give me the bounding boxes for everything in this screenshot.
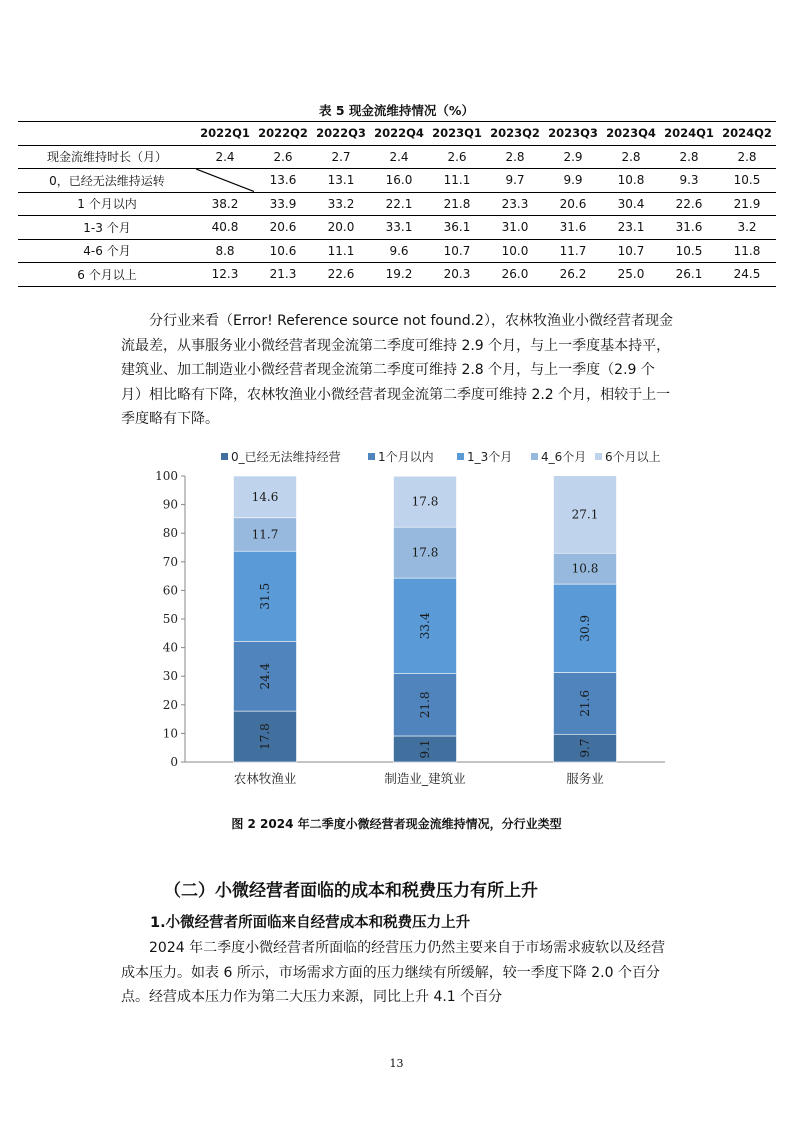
row-label: 1-3 个月	[18, 216, 196, 240]
table-cell: 11.8	[718, 239, 776, 263]
y-tick-label: 100	[155, 469, 178, 483]
table-cell: 2.8	[602, 145, 660, 169]
table-cell: 10.5	[660, 239, 718, 263]
category-label: 服务业	[566, 771, 604, 786]
legend-swatch	[221, 453, 228, 460]
y-tick-label: 0	[170, 755, 178, 769]
table-cell: 9.7	[486, 169, 544, 193]
y-tick-label: 40	[162, 640, 178, 655]
table-row	[18, 216, 776, 240]
table-cell: 22.1	[370, 192, 428, 216]
section-title: （二）小微经营者面临的成本和税费压力有所上升	[164, 881, 538, 901]
figure-caption: 图 2 2024 年二季度小微经营者现金流维持情况，分行业类型	[231, 817, 562, 831]
table-cell: 26.2	[544, 263, 602, 287]
table-cell: 10.7	[602, 239, 660, 263]
y-tick-label: 80	[162, 526, 178, 541]
table-cell: 11.7	[544, 239, 602, 263]
data-label: 14.6	[251, 489, 279, 504]
table-cell: 10.0	[486, 239, 544, 263]
legend-label: 1_3个月	[467, 450, 513, 464]
table-cell: 33.1	[370, 216, 428, 240]
table-cell: 12.3	[196, 263, 254, 287]
category-label: 制造业_建筑业	[384, 771, 466, 786]
y-tick-label: 60	[162, 583, 178, 598]
table-cell: 20.6	[254, 216, 312, 240]
table-row	[18, 145, 776, 169]
table-cell: 23.3	[486, 192, 544, 216]
table-cell: 25.0	[602, 263, 660, 287]
y-tick-label: 20	[162, 697, 178, 712]
legend-label: 0_已经无法维持经营	[231, 450, 341, 464]
paragraph-industry-analysis: 分行业来看（Error! Reference source not found.2），农林牧渔业小微经营者现金流最差，从事服务业小微经营者现金流第二季度可维持 2.9 个月，与上一季度基本持平，建筑业、加工制造业小微经营者现金流第二季度可维持 2.8 个月，与上一季度（2.9 个月）相比略有下降，农林牧渔业小微经营者现金流第二季度可维持 2.2 个月，相较于上一季度略有下降。	[121, 313, 673, 427]
table-cell: 2.6	[428, 145, 486, 169]
table-cell: 31.0	[486, 216, 544, 240]
table-cell: 21.8	[428, 192, 486, 216]
table-cell: 2.4	[196, 145, 254, 169]
table-row	[18, 239, 776, 263]
data-label: 9.1	[418, 739, 432, 759]
data-label: 17.8	[258, 723, 272, 750]
data-label: 17.8	[411, 494, 439, 509]
table-cell: 9.9	[544, 169, 602, 193]
data-label: 9.7	[578, 738, 592, 758]
table-cell: 2.8	[718, 145, 776, 169]
table-cell: 2.8	[486, 145, 544, 169]
table-cell: 26.0	[486, 263, 544, 287]
data-label: 10.8	[571, 561, 599, 576]
y-tick-label: 70	[162, 554, 178, 569]
table-cell: 33.2	[312, 192, 370, 216]
table-cell: 23.1	[602, 216, 660, 240]
category-label: 农林牧渔业	[233, 771, 297, 786]
table-cell: 21.3	[254, 263, 312, 287]
table-cell: 36.1	[428, 216, 486, 240]
column-header: 2024Q1	[660, 122, 718, 146]
stacked-bar-chart	[145, 445, 675, 795]
table-row	[18, 263, 776, 287]
column-header: 2022Q3	[312, 122, 370, 146]
paragraph-cost-pressure: 2024 年二季度小微经营者所面临的经营压力仍然主要来自于市场需求疲软以及经营成本压力。如表 6 所示，市场需求方面的压力继续有所缓解，较一季度下降 2.0 个百分点。经营成本压力作为第二大压力来源，同比上升 4.1 个百分	[121, 940, 666, 1005]
table-cell: 2.4	[370, 145, 428, 169]
table-cell: 20.0	[312, 216, 370, 240]
empty-diagonal-cell	[196, 169, 254, 193]
table-cell: 30.4	[602, 192, 660, 216]
table-cell: 11.1	[312, 239, 370, 263]
y-tick-label: 10	[162, 726, 178, 741]
data-label: 24.4	[258, 662, 272, 690]
table-cell: 40.8	[196, 216, 254, 240]
table-corner-cell	[18, 122, 196, 146]
table-cell: 10.6	[254, 239, 312, 263]
data-label: 31.5	[258, 582, 272, 610]
table-cell: 33.9	[254, 192, 312, 216]
data-label: 21.8	[418, 691, 432, 719]
table-row	[18, 169, 776, 193]
row-label: 1 个月以内	[18, 192, 196, 216]
data-label: 17.8	[411, 545, 439, 560]
table-cell: 10.8	[602, 169, 660, 193]
table-cell: 19.2	[370, 263, 428, 287]
table-cell: 2.9	[544, 145, 602, 169]
table-cell: 22.6	[660, 192, 718, 216]
data-label: 30.9	[578, 614, 592, 642]
table-cell: 16.0	[370, 169, 428, 193]
legend-label: 1个月以内	[378, 450, 434, 464]
data-label: 33.4	[418, 612, 432, 640]
table-cell: 2.7	[312, 145, 370, 169]
table-cell: 22.6	[312, 263, 370, 287]
legend-label: 4_6个月	[541, 450, 587, 464]
row-label: 4-6 个月	[18, 239, 196, 263]
data-label: 21.6	[578, 690, 592, 717]
legend-swatch	[457, 453, 464, 460]
column-header: 2023Q2	[486, 122, 544, 146]
table-cell: 24.5	[718, 263, 776, 287]
table-cell: 13.6	[254, 169, 312, 193]
legend-swatch	[531, 453, 538, 460]
table-cell: 11.1	[428, 169, 486, 193]
row-label: 0，已经无法维持运转	[18, 169, 196, 193]
table-cell: 10.7	[428, 239, 486, 263]
table-cell: 9.6	[370, 239, 428, 263]
table-caption: 表 5 现金流维持情况（%）	[319, 103, 474, 118]
y-tick-label: 90	[162, 497, 178, 512]
table-cell: 26.1	[660, 263, 718, 287]
table-cell: 31.6	[660, 216, 718, 240]
table-header-row	[18, 122, 776, 146]
table-cell: 3.2	[718, 216, 776, 240]
y-tick-label: 50	[162, 612, 178, 626]
column-header: 2022Q4	[370, 122, 428, 146]
column-header: 2023Q4	[602, 122, 660, 146]
row-label: 6 个月以上	[18, 263, 196, 287]
table-cell: 2.6	[254, 145, 312, 169]
y-tick-label: 30	[162, 669, 178, 684]
table-cell: 20.3	[428, 263, 486, 287]
table-cell: 21.9	[718, 192, 776, 216]
table-cell: 38.2	[196, 192, 254, 216]
column-header: 2022Q2	[254, 122, 312, 146]
column-header: 2022Q1	[196, 122, 254, 146]
legend-swatch	[595, 453, 602, 460]
table-cell: 9.3	[660, 169, 718, 193]
table-cell: 31.6	[544, 216, 602, 240]
table-cell: 2.8	[660, 145, 718, 169]
subsection-title: 1.小微经营者所面临来自经营成本和税费压力上升	[150, 915, 471, 931]
column-header: 2023Q1	[428, 122, 486, 146]
legend-label: 6个月以上	[605, 450, 661, 464]
legend-swatch	[368, 453, 375, 460]
page-number: 13	[389, 1057, 404, 1070]
table-cell: 20.6	[544, 192, 602, 216]
row-label: 现金流维持时长（月）	[18, 145, 196, 169]
data-label: 11.7	[251, 527, 279, 542]
table-cell: 13.1	[312, 169, 370, 193]
data-label: 27.1	[571, 507, 599, 522]
table-cell: 8.8	[196, 239, 254, 263]
column-header: 2023Q3	[544, 122, 602, 146]
table-row	[18, 192, 776, 216]
column-header: 2024Q2	[718, 122, 776, 146]
table-cell: 10.5	[718, 169, 776, 193]
cashflow-table	[18, 121, 776, 287]
